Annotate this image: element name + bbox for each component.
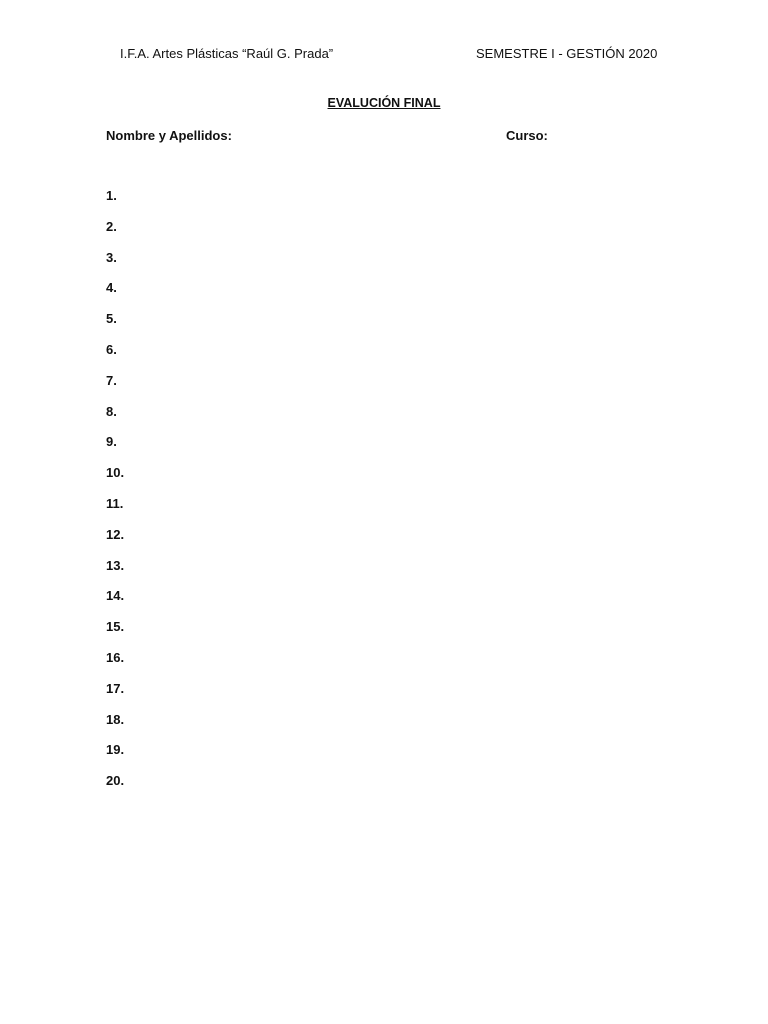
page-title: EVALUCIÓN FINAL	[327, 96, 441, 110]
question-number: 15.	[106, 619, 125, 635]
question-number: 11.	[106, 495, 124, 511]
question-number: 13.	[106, 557, 125, 573]
course-field-label: Curso:	[506, 128, 548, 143]
question-number: 9.	[106, 434, 117, 450]
question-number: 6.	[106, 341, 117, 357]
question-number: 1.	[106, 188, 117, 203]
question-number: 19.	[106, 742, 125, 758]
question-number: 18.	[106, 711, 125, 727]
question-number: 7.	[106, 372, 117, 388]
question-number: 8.	[106, 403, 117, 419]
question-number: 12.	[106, 526, 125, 542]
question-number: 5.	[106, 311, 117, 327]
question-number: 20.	[106, 773, 125, 789]
question-number: 3.	[106, 249, 117, 265]
question-number: 14.	[106, 588, 125, 604]
institution-header: I.F.A. Artes Plásticas “Raúl G. Prada”	[120, 46, 334, 61]
question-number: 2.	[106, 218, 117, 234]
question-number: 16.	[106, 649, 125, 665]
name-field-label: Nombre y Apellidos:	[106, 128, 232, 143]
semester-header: SEMESTRE I - GESTIÓN 2020	[476, 46, 658, 61]
question-number: 17.	[106, 680, 125, 696]
question-number: 4.	[106, 280, 117, 296]
question-list	[106, 188, 124, 804]
question-number: 10.	[106, 465, 125, 481]
